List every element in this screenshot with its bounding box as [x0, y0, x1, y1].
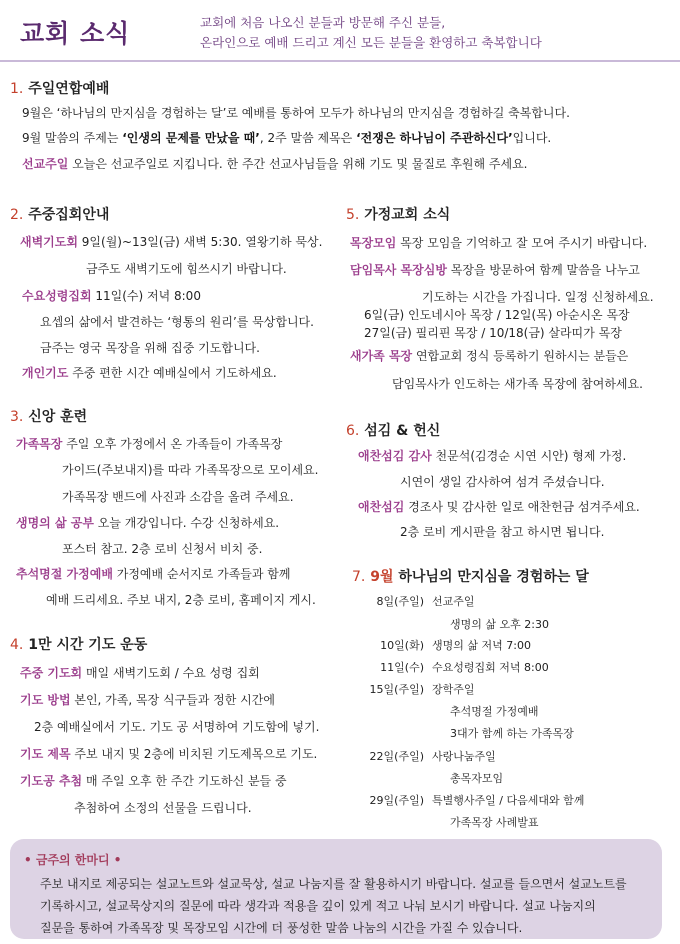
welcome-message: [200, 13, 542, 53]
s4-raffle: 기도공 추첨 매 주일 오후 한 주간 기도하신 분들 중: [20, 774, 287, 788]
schedule-day: 22일(주일): [369, 750, 424, 763]
schedule-day: 8일(주일): [376, 595, 424, 608]
schedule-day: 10일(화): [380, 639, 424, 652]
s6-fellowship: 애찬섬김 경조사 및 감사한 일로 애찬헌금 섬겨주세요.: [358, 500, 640, 514]
s6-fellowship-2: 2층 로비 게시판을 참고 하시면 됩니다.: [400, 525, 605, 539]
schedule-event: 생명의 삶 저녁 7:00: [432, 639, 531, 652]
weekly-message-line: 기록하시고, 설교묵상지의 질문에 따라 생각과 적용을 깊이 있게 적고 나눠 보시기 바랍니다. 설교 나눔지의: [40, 899, 596, 913]
s5-new-family-2: 담임목사가 인도하는 새가족 목장에 참여하세요.: [392, 377, 643, 391]
schedule-event: 특별행사주일 / 다음세대와 함께: [432, 794, 585, 807]
s4-weekly-meeting: 주중 기도회 매일 새벽기도회 / 수요 성령 집회: [20, 666, 260, 680]
welcome-line-2: 온라인으로 예배 드리고 계신 모든 분들을 환영하고 축복합니다: [200, 35, 542, 50]
s2-dawn-prayer: 새벽기도회 9일(월)~13일(금) 새벽 5:30. 열왕기하 묵상.: [20, 235, 323, 249]
schedule-day: 15일(주일): [369, 683, 424, 696]
s2-wednesday: 수요성령집회 11일(수) 저녁 8:00: [22, 289, 201, 303]
s5-visit-schedule-1: 6일(금) 인도네시아 목장 / 12일(목) 아순시온 목장: [364, 308, 630, 322]
s3-family-cell-2: 가이드(주보내지)를 따라 가족목장으로 모이세요.: [62, 463, 319, 477]
weekly-message-title: • 금주의 한마디 •: [24, 853, 122, 867]
weekly-message-line: 주보 내지로 제공되는 설교노트와 설교묵상, 설교 나눔지를 잘 활용하시기 바랍니다. 설교를 들으면서 설교노트를: [40, 877, 627, 891]
weekly-message-body: [40, 873, 640, 939]
weekly-message-box: [10, 839, 662, 939]
s4-raffle-2: 추첨하여 소정의 선물을 드립니다.: [74, 801, 252, 815]
section-4-title: 4. 1만 시간 기도 운동: [10, 637, 148, 653]
s3-chuseok-worship: 추석명절 가정예배 가정예배 순서지로 가족들과 함께: [16, 567, 291, 581]
s5-new-family: 새가족 목장 연합교회 정식 등록하기 원하시는 분들은: [350, 349, 629, 363]
s5-cell-meeting: 목장모임 목장 모임을 기억하고 잘 모여 주시기 바랍니다.: [350, 236, 648, 250]
s5-pastor-visit: 담임목사 목장심방 목장을 방문하여 함께 말씀을 나누고: [350, 263, 640, 277]
s5-visit-schedule-2: 27일(금) 필리핀 목장 / 10/18(금) 살라띠가 목장: [364, 326, 622, 340]
header: [0, 0, 680, 62]
s2-wednesday-3: 금주는 영국 목장을 위해 집중 기도합니다.: [40, 341, 260, 355]
schedule-event: 선교주일: [432, 595, 475, 608]
s2-dawn-prayer-2: 금주도 새벽기도에 힘쓰시기 바랍니다.: [86, 262, 287, 276]
s5-pastor-visit-2: 기도하는 시간을 가집니다. 일정 신청하세요.: [422, 290, 654, 304]
schedule-event: 장학주일: [432, 683, 475, 696]
s1-line-1: 9월은 ‘하나님의 만지심을 경험하는 달’로 예배를 통하여 모두가 하나님의 만지심을 경험하길 축복합니다.: [22, 106, 570, 120]
schedule-event: 수요성령집회 저녁 8:00: [432, 661, 549, 674]
s1-line-2: 9월 말씀의 주제는 ‘인생의 문제를 만났을 때’, 2주 말씀 제목은 ‘전쟁은 하나님이 주관하신다’입니다.: [22, 131, 552, 145]
s1-line-3: 선교주일 오늘은 선교주일로 지킵니다. 한 주간 선교사님들을 위해 기도 및 물질로 후원해 주세요.: [22, 157, 528, 171]
page-title: 교회 소식: [20, 19, 131, 48]
s2-wednesday-2: 요셉의 삶에서 발견하는 ‘형통의 원리’를 묵상합니다.: [40, 315, 314, 329]
s3-life-study: 생명의 삶 공부 오늘 개강입니다. 수강 신청하세요.: [16, 516, 280, 530]
section-1-title: 1. 주일연합예배: [10, 81, 110, 97]
s6-fellowship-thanks: 애찬섬김 감사 천문석(김경순 시연 시안) 형제 가정.: [358, 449, 627, 463]
section-2-title: 2. 주중집회안내: [10, 207, 110, 223]
s4-method: 기도 방법 본인, 가족, 목장 식구들과 정한 시간에: [20, 693, 275, 707]
schedule-event: 3대가 함께 하는 가족목장: [450, 727, 574, 740]
weekly-message-line: 질문을 통하여 가족목장 및 목장모임 시간에 더 풍성한 말씀 나눔의 시간을 가질 수 있습니다.: [40, 921, 523, 935]
schedule-day: 11일(수): [380, 661, 424, 674]
s3-family-cell: 가족목장 주일 오후 가정에서 온 가족들이 가족목장: [16, 437, 283, 451]
schedule-event: 사랑나눔주일: [432, 750, 496, 763]
section-6-title: 6. 섬김 & 헌신: [346, 423, 441, 439]
section-7-title: 7. 9월 하나님의 만지심을 경험하는 달: [352, 569, 589, 585]
s3-chuseok-worship-2: 예배 드리세요. 주보 내지, 2층 로비, 홈페이지 게시.: [46, 593, 316, 607]
s4-topics: 기도 제목 주보 내지 및 2층에 비치된 기도제목으로 기도.: [20, 747, 318, 761]
schedule-event: 추석명절 가정예배: [450, 705, 539, 718]
welcome-line-1: 교회에 처음 나오신 분들과 방문해 주신 분들,: [200, 15, 446, 30]
s2-personal-prayer: 개인기도 주중 편한 시간 예배실에서 기도하세요.: [22, 366, 277, 380]
s3-family-cell-3: 가족목장 밴드에 사진과 소감을 올려 주세요.: [62, 490, 294, 504]
s4-method-2: 2층 예배실에서 기도. 기도 공 서명하여 기도함에 넣기.: [34, 720, 320, 734]
section-5-title: 5. 가정교회 소식: [346, 207, 451, 223]
section-3-title: 3. 신앙 훈련: [10, 409, 88, 425]
schedule-event: 가족목장 사례발표: [450, 816, 539, 829]
s6-fellowship-thanks-2: 시연이 생일 감사하여 섬겨 주셨습니다.: [400, 475, 605, 489]
s3-life-study-2: 포스터 참고. 2층 로비 신청서 비치 중.: [62, 542, 263, 556]
schedule-event: 총목자모임: [450, 772, 504, 785]
schedule-day: 29일(주일): [369, 794, 424, 807]
schedule-event: 생명의 삶 오후 2:30: [450, 618, 549, 631]
